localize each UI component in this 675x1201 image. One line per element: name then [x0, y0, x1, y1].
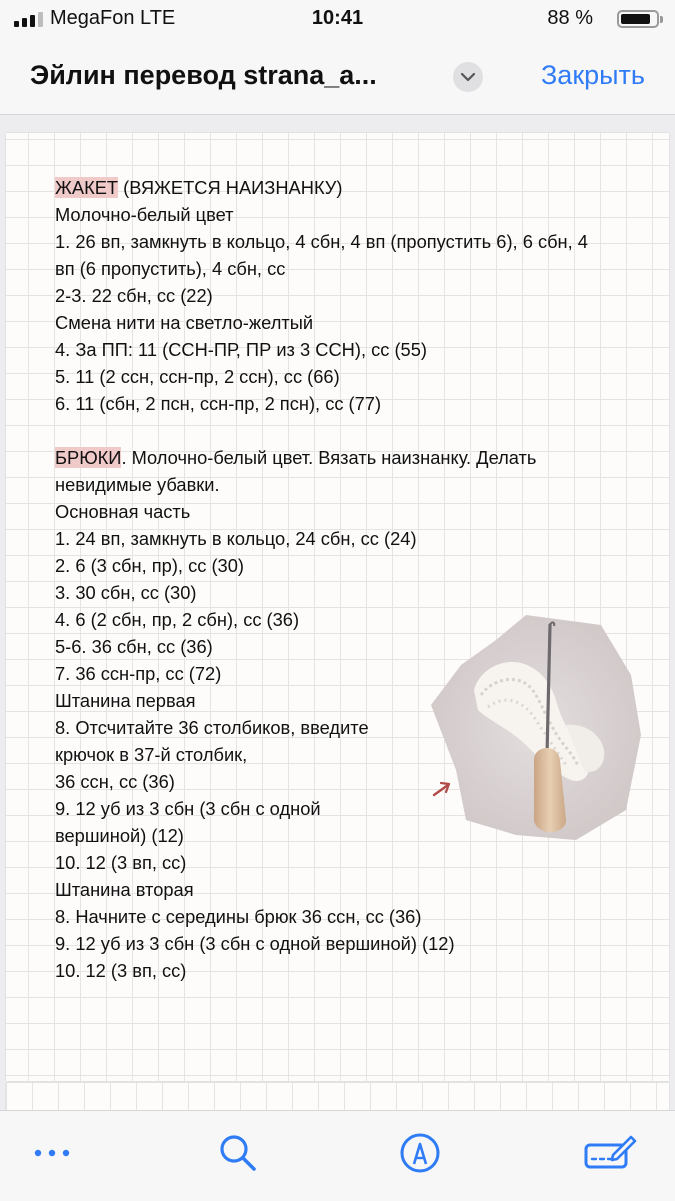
text-line: 10. 12 (3 вп, сс) [55, 960, 187, 981]
text-line: Молочно-белый цвет [55, 204, 234, 225]
title-menu-button[interactable] [453, 62, 483, 92]
search-icon [218, 1133, 258, 1173]
text-line: 10. 12 (3 вп, сс) [55, 852, 187, 873]
text-line: 7. 36 ссн-пр, сс (72) [55, 663, 222, 684]
text-line: Основная часть [55, 501, 191, 522]
document-viewer[interactable] [0, 115, 675, 1110]
crochet-photo [426, 595, 646, 845]
text-line: 8. Начните с середины брюк 36 ссн, сс (36) [55, 906, 422, 927]
next-page [6, 1083, 669, 1110]
text-line: 2-3. 22 сбн, сс (22) [55, 285, 213, 306]
jacket-heading-highlight: ЖАКЕТ [55, 177, 119, 198]
text-line: 36 ссн, сс (36) [55, 771, 175, 792]
text-line: крючок в 37-й столбик, [55, 744, 248, 765]
signature-button[interactable] [580, 1131, 640, 1175]
markup-button[interactable] [390, 1131, 450, 1175]
text-line: 5. 11 (2 ссн, ссн-пр, 2 ссн), сс (66) [55, 366, 340, 387]
text-line: Штанина первая [55, 690, 196, 711]
text-line: 1. 24 вп, замкнуть в кольцо, 24 сбн, сс (24) [55, 528, 417, 549]
signature-icon [583, 1133, 637, 1173]
text-line: 9. 12 уб из 3 сбн (3 сбн с одной [55, 798, 321, 819]
text-line: вершиной) (12) [55, 825, 184, 846]
carrier-label: MegaFon LTE [50, 7, 176, 29]
text-line: вп (6 пропустить), 4 сбн, сс [55, 258, 286, 279]
markup-icon [399, 1132, 441, 1174]
text-line: Смена нити на светло-желтый [55, 312, 314, 333]
chevron-down-icon [460, 70, 476, 84]
battery-icon [617, 10, 659, 28]
battery-percent: 88 % [547, 7, 593, 29]
text-line: Штанина вторая [55, 879, 194, 900]
pants-heading-rest: . Молочно-белый цвет. Вязать наизнанку. Делать [121, 447, 537, 468]
document-title: Эйлин перевод strana_a... [30, 60, 377, 90]
clock: 10:41 [311, 7, 364, 29]
document-page [6, 133, 669, 1081]
text-line: 4. За ПП: 11 (ССН-ПР, ПР из 3 ССН), сс (55) [55, 339, 427, 360]
jacket-heading [55, 174, 655, 201]
text-line: 1. 26 вп, замкнуть в кольцо, 4 сбн, 4 вп (пропустить 6), 6 сбн, 4 [55, 231, 588, 252]
text-line: 8. Отсчитайте 36 столбиков, введите [55, 717, 369, 738]
bottom-toolbar [0, 1110, 675, 1201]
jacket-heading-rest: (ВЯЖЕТСЯ НАИЗНАНКУ) [118, 177, 343, 198]
pants-heading-highlight: БРЮКИ [55, 447, 122, 468]
text-line: 6. 11 (сбн, 2 псн, ссн-пр, 2 псн), сс (77) [55, 393, 382, 414]
text-line: 5-6. 36 сбн, сс (36) [55, 636, 213, 657]
more-icon [32, 1148, 72, 1158]
text-line: 4. 6 (2 сбн, пр, 2 сбн), сс (36) [55, 609, 300, 630]
navigation-bar [0, 40, 675, 115]
more-button[interactable] [22, 1131, 82, 1175]
pattern-text [55, 174, 655, 984]
pants-heading-cont: невидимые убавки. [55, 474, 220, 495]
search-button[interactable] [208, 1131, 268, 1175]
text-line: 3. 30 сбн, сс (30) [55, 582, 197, 603]
pants-heading [55, 444, 655, 471]
close-button[interactable]: Закрыть [541, 60, 645, 90]
status-bar [0, 0, 675, 40]
text-line: 9. 12 уб из 3 сбн (3 сбн с одной вершиной) (12) [55, 933, 455, 954]
text-line: 2. 6 (3 сбн, пр), сс (30) [55, 555, 244, 576]
